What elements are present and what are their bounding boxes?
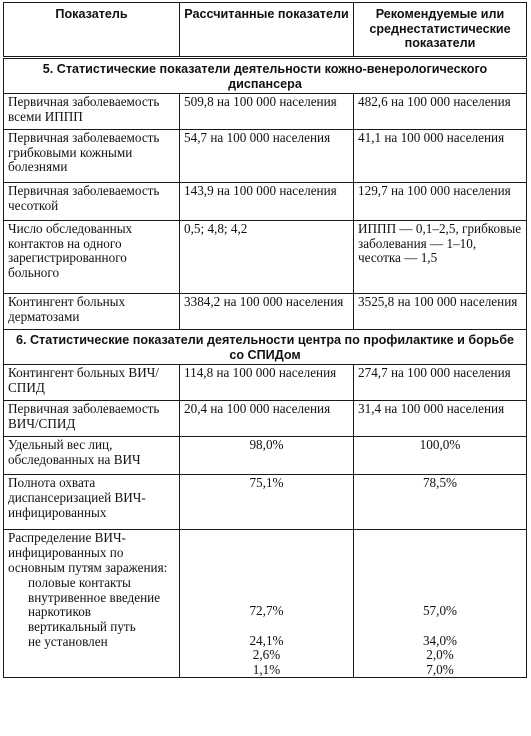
recommended-cell: 31,4 на 100 000 населения	[354, 401, 527, 437]
route-calculated: 1,1%	[252, 661, 281, 677]
route-name: половые контакты	[28, 575, 131, 591]
route-calculated: 24,1%	[249, 632, 284, 648]
calculated-cell: 75,1%	[180, 475, 354, 530]
calculated-cell: 54,7 на 100 000 населения	[180, 130, 354, 183]
table-row	[4, 401, 527, 437]
recommended-cell: 78,5%	[354, 475, 527, 530]
route-name: внутривенное введение наркотиков	[28, 589, 161, 620]
calculated-cell: 3384,2 на 100 000 населения	[180, 294, 354, 330]
table-row	[4, 475, 527, 530]
section-5-title: 5. Статистические показатели деятельности кожно-венерологического диспансера	[4, 58, 527, 94]
recommended-cell: 482,6 на 100 000 населения	[354, 94, 527, 130]
route-recommended: 2,0%	[426, 647, 454, 663]
route-recommended: 34,0%	[422, 632, 458, 648]
recommended-cell: 3525,8 на 100 000 населения	[354, 294, 527, 330]
table-row	[4, 221, 527, 294]
indicator-cell: Удельный вес лиц, обследованных на ВИЧ	[4, 437, 180, 475]
indicator-cell: Первичная заболеваемость всеми ИППП	[4, 94, 180, 130]
distribution-cell	[4, 530, 180, 678]
recommended-cell: 129,7 на 100 000 населения	[354, 183, 527, 221]
statistics-table	[3, 2, 527, 678]
distribution-label: Распределение ВИЧ-инфицированных по основным путям заражения:	[8, 530, 168, 575]
recommended-cell: 274,7 на 100 000 населения	[354, 365, 527, 401]
route-recommended: 7,0%	[426, 661, 454, 677]
calculated-cell: 509,8 на 100 000 населения	[180, 94, 354, 130]
recommended-cell: 41,1 на 100 000 населения	[354, 130, 527, 183]
recommended-cell: 100,0%	[354, 437, 527, 475]
table-row	[4, 437, 527, 475]
section-6-row	[4, 330, 527, 365]
table-row	[4, 94, 527, 130]
indicator-cell: Контингент больных ВИЧ/СПИД	[4, 365, 180, 401]
indicator-cell: Число обследованных контактов на одного зарегистрированного больного	[4, 221, 180, 294]
recommended-cell: ИППП — 0,1–2,5, грибковые заболевания — 1–10, чесотка — 1,5	[354, 221, 527, 294]
distribution-calculated-cell	[180, 530, 354, 678]
route-name: вертикальный путь	[28, 618, 136, 634]
section-6-title: 6. Статистические показатели деятельности центра по профилактике и борьбе со СПИДом	[4, 330, 527, 365]
table-row	[4, 365, 527, 401]
calculated-cell: 98,0%	[180, 437, 354, 475]
calculated-cell: 20,4 на 100 000 населения	[180, 401, 354, 437]
indicator-cell: Первичная заболеваемость грибковыми кожными болезнями	[4, 130, 180, 183]
indicator-cell: Контингент больных дерматозами	[4, 294, 180, 330]
table-row	[4, 130, 527, 183]
table-row	[4, 183, 527, 221]
header-calculated: Рассчитанные показатели	[180, 3, 354, 58]
header-recommended: Рекомендуемые или среднестатистические показатели	[354, 3, 527, 58]
distribution-recommended-cell	[354, 530, 527, 678]
calculated-cell: 0,5; 4,8; 4,2	[180, 221, 354, 294]
route-recommended: 57,0%	[422, 603, 458, 619]
table-row	[4, 294, 527, 330]
indicator-cell: Первичная заболеваемость ВИЧ/СПИД	[4, 401, 180, 437]
calculated-cell: 143,9 на 100 000 населения	[180, 183, 354, 221]
distribution-row	[4, 530, 527, 678]
indicator-cell: Полнота охвата диспансеризацией ВИЧ-инфицированных	[4, 475, 180, 530]
calculated-cell: 114,8 на 100 000 населения	[180, 365, 354, 401]
header-indicator: Показатель	[4, 3, 180, 58]
indicator-cell: Первичная заболеваемость чесоткой	[4, 183, 180, 221]
route-name: не установлен	[28, 633, 108, 649]
route-calculated: 2,6%	[252, 647, 281, 663]
header-row	[4, 3, 527, 58]
route-calculated: 72,7%	[249, 603, 284, 619]
section-5-row	[4, 58, 527, 94]
